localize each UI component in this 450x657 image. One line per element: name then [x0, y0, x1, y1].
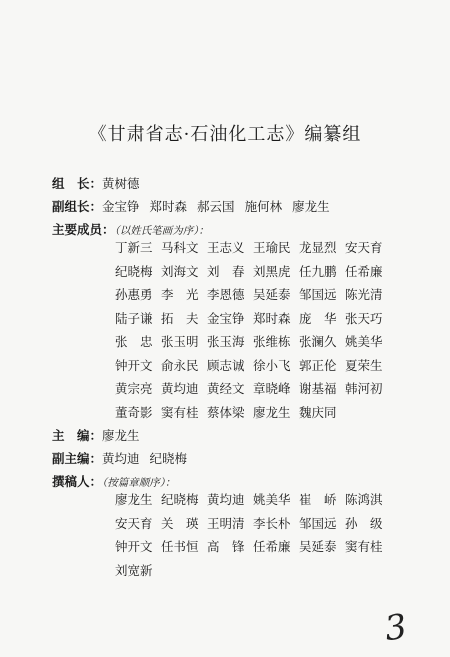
deputy-editors-label: 副主编：: [52, 451, 103, 466]
leader-label: 组 长：: [52, 176, 103, 191]
writer-name: 崔 峤: [299, 492, 337, 507]
writer-name: 纪晓梅: [161, 492, 199, 507]
member-name: 丁新三: [115, 240, 153, 255]
member-name: 夏荣生: [345, 357, 383, 373]
member-name: 刘海文: [161, 263, 199, 279]
member-name: 张天巧: [345, 310, 383, 326]
member-name: 张 忠: [115, 334, 153, 349]
member-name: 郭正伦: [299, 357, 337, 373]
writers-note: （按篇章顺序）：: [102, 477, 176, 489]
writers-label: 撰稿人：: [52, 474, 103, 489]
member-name: 黄均迪: [161, 381, 199, 396]
member-name: 任九鹏: [299, 263, 337, 279]
member-name: 窦有桂: [161, 404, 199, 420]
deputy-editor-name: 黄均迪: [102, 451, 140, 466]
member-name: 俞永民: [161, 357, 199, 373]
leader-line: [52, 174, 140, 192]
writer-name: 钟开文: [115, 539, 153, 554]
member-name: 刘 春: [207, 263, 245, 279]
deputy-leaders-label: 副组长：: [52, 199, 103, 214]
member-name: 金宝铮: [207, 310, 245, 326]
member-name: 张玉明: [161, 334, 199, 349]
writer-name: 刘宽新: [115, 562, 153, 578]
member-name: 顾志诚: [207, 357, 245, 373]
member-name: 韩河初: [345, 381, 383, 396]
member-name: 蔡体梁: [207, 404, 245, 420]
member-name: 邹国远: [299, 287, 337, 302]
members-label: 主要成员：: [52, 222, 115, 237]
deputy-leader-name: 施何林: [244, 199, 283, 214]
members-list: [115, 236, 391, 424]
writer-name: 安天育: [115, 515, 153, 531]
member-name: 张澜久: [299, 334, 337, 349]
writer-name: 任书恒: [161, 539, 199, 554]
member-name: 王瑜民: [253, 240, 291, 255]
members-row: [115, 330, 391, 354]
deputy-leader-name: 金宝铮: [102, 199, 140, 214]
writers-row: [115, 559, 391, 583]
writer-name: 邹国远: [299, 515, 337, 531]
writers-row: [115, 488, 391, 512]
writers-row: [115, 535, 391, 559]
writer-name: 高 锋: [207, 539, 245, 554]
deputy-leader-name: 郑时森: [149, 199, 188, 214]
chief-editor-label: 主 编：: [52, 428, 103, 443]
chief-editor-line: [52, 426, 140, 444]
member-name: 郑时森: [253, 310, 291, 326]
members-row: [115, 260, 391, 284]
member-name: 陆子谦: [115, 310, 153, 326]
writer-name: 孙 级: [345, 515, 383, 531]
deputy-editor-name: 纪晓梅: [149, 451, 188, 466]
writer-name: 关 瑛: [161, 515, 199, 531]
member-name: 张维栋: [253, 334, 291, 349]
member-name: 李 光: [161, 287, 199, 302]
writer-name: 黄均迪: [207, 492, 245, 507]
member-name: 黄宗亮: [115, 381, 153, 396]
writer-name: 廖龙生: [115, 492, 153, 507]
writer-name: 窦有桂: [345, 539, 383, 554]
member-name: 龙显烈: [299, 240, 337, 255]
member-name: 谢基福: [299, 381, 337, 396]
members-note: （以姓氏笔画为序）：: [114, 225, 210, 237]
writer-name: 姚美华: [253, 492, 291, 507]
members-row: [115, 377, 391, 401]
leader-name: 黄树德: [102, 176, 140, 191]
member-name: 吴延泰: [253, 287, 291, 302]
member-name: 徐小飞: [253, 357, 291, 373]
members-row: [115, 307, 391, 331]
writer-name: 李长朴: [253, 515, 291, 531]
member-name: 任希廉: [345, 263, 383, 279]
deputy-leader-name: 郝云国: [197, 199, 235, 214]
chief-editor-name: 廖龙生: [102, 428, 140, 443]
members-row: [115, 283, 391, 307]
writer-name: 任希廉: [253, 539, 291, 554]
page-number: 3: [382, 606, 410, 650]
writer-name: 吴延泰: [299, 539, 337, 554]
member-name: 章晓峰: [253, 381, 291, 396]
member-name: 马科文: [161, 240, 199, 255]
writer-name: 王明清: [207, 515, 245, 531]
member-name: 孙惠勇: [115, 287, 153, 302]
member-name: 拓 夫: [161, 310, 199, 326]
page-title: 《甘肃省志·石油化工志》编纂组: [88, 124, 362, 145]
member-name: 庞 华: [299, 310, 337, 326]
deputy-leaders-line: [52, 197, 340, 215]
member-name: 黄经文: [207, 381, 245, 396]
writers-list: [115, 488, 391, 582]
members-row: [115, 401, 391, 425]
members-row: [115, 236, 391, 260]
member-name: 魏庆同: [299, 404, 337, 420]
member-name: 李恩德: [207, 287, 245, 302]
member-name: 安天育: [345, 240, 383, 255]
members-row: [115, 354, 391, 378]
member-name: 姚美华: [345, 334, 383, 349]
deputy-leader-name: 廖龙生: [292, 199, 330, 214]
member-name: 王志义: [207, 240, 245, 255]
member-name: 纪晓梅: [115, 263, 153, 279]
member-name: 陈光清: [345, 287, 383, 302]
deputy-editors-line: [52, 449, 197, 467]
member-name: 廖龙生: [253, 404, 291, 420]
member-name: 张玉海: [207, 334, 245, 349]
writers-row: [115, 512, 391, 536]
member-name: 董奇影: [115, 404, 153, 420]
member-name: 刘黑虎: [253, 263, 291, 279]
member-name: 钟开文: [115, 357, 153, 373]
writer-name: 陈鸿淇: [345, 492, 383, 507]
